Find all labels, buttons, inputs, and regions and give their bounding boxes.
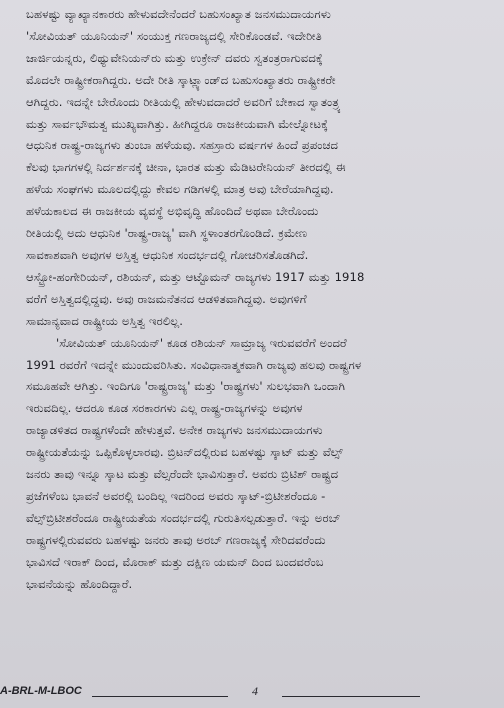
text-line: ರಾಷ್ಟ್ರಗಳಲ್ಲಿರುವವರು ಬಹಳಷ್ಟು ಜನರು ತಾವು ಅರಬ್ ಗಣರಾಜ್ಯಕ್ಕೆ ಸೇರಿದವರೆಂದು — [26, 532, 326, 547]
text-line: ಬಹಳಷ್ಟು ವ್ಯಾಖ್ಯಾನಕಾರರು ಹೇಳುವದೇನೆಂದರೆ ಬಹುಸಂಖ್ಯಾತ ಜನಸಮುದಾಯಗಳು — [26, 7, 331, 21]
text-line: ಭಾವಿಸದೆ ಇರಾಕ್ ದಿಂದ, ಮೊರಾಕ್ ಮತ್ತು ದಕ್ಷಿಣ ಯಮನ್ ದಿಂದ ಬಂದವರೆಂಬ — [26, 554, 324, 569]
text-line: ಆಧುನಿಕ ರಾಷ್ಟ್ರ-ರಾಜ್ಯಗಳು ತುಂಬಾ ಹಳೆಯವು. ಸಹಸ್ರಾರು ವರ್ಷಗಳ ಹಿಂದೆ ಪ್ರಪಂಚದ — [26, 138, 339, 153]
text-line: 'ಸೋವಿಯತ್ ಯೂನಿಯನ್' ಕೂಡ ರಶಿಯನ್ ಸಾಮ್ರಾಜ್ಯ ಇರುವವರೆಗೆ ಅಂದರೆ — [56, 335, 347, 350]
text-line: ಮೊದಲೇ ರಾಷ್ಟ್ರೀಕರಾಗಿದ್ದರು. ಅದೇ ರೀತಿ ಸ್ಕಾಟ್ಲ್ಯಾಂಡ್‌ದ ಬಹುಸಂಖ್ಯಾತರು ರಾಷ್ಟ್ರೀಕರೇ — [26, 72, 336, 87]
footer-rule-right — [282, 696, 420, 697]
text-line: ಭಾವನೆಯನ್ನು ಹೊಂದಿದ್ದಾರೆ. — [26, 576, 133, 591]
text-line: ಜನರು ತಾವು ಇನ್ನೂ ಸ್ಕಾಟ ಮತ್ತು ವೆಲ್ಸರೆಂದೇ ಭಾವಿಸುತ್ತಾರೆ. ಅವರು ಬ್ರಿಟಿಶ್ ರಾಷ್ಟ್ರದ — [26, 467, 339, 482]
footer-rule-left — [92, 696, 228, 697]
text-line: ಆಗಿದ್ದರು. ಇದನ್ನೇ ಬೇರೊಂದು ರೀತಿಯಲ್ಲಿ ಹೇಳುವದಾದರೆ ಅವರಿಗೆ ಬೇಕಾದ ಸ್ವಾತಂತ್ರ್ಯ — [26, 94, 341, 109]
text-line: ಇರುವದಿಲ್ಲ. ಆದರೂ ಕೂಡ ಸರಕಾರಗಳು ಎಲ್ಲ ರಾಷ್ಟ್ರ-ರಾಜ್ಯಗಳನ್ನು ಅವುಗಳ — [26, 401, 303, 416]
body-text — [26, 4, 496, 595]
text-line: 1991 ರವರೆಗೆ ಇದನ್ನೇ ಮುಂದುವರಿಸಿತು. ಸಂವಿಧಾನಾತ್ಮಕವಾಗಿ ರಾಜ್ಯವು ಹಲವು ರಾಷ್ಟ್ರಗಳ — [26, 357, 362, 372]
text-line: ಸಮೂಹವೇ ಆಗಿತ್ತು. ಇಂದಿಗೂ 'ರಾಷ್ಟ್ರರಾಜ್ಯ' ಮತ್ತು 'ರಾಷ್ಟ್ರಗಳು' ಸುಲಭವಾಗಿ ಒಂದಾಗಿ — [26, 379, 346, 394]
footer-code: A-BRL-M-LBOC — [0, 685, 82, 697]
text-line: ಪ್ರಜೆಗಳೆಂಬ ಭಾವನೆ ಅವರಲ್ಲಿ ಬಂದಿಲ್ಲ ಇದರಿಂದ ಅವರು ಸ್ಕಾಟ್-ಬ್ರಿಟೀಶರೆಂದೂ - — [26, 488, 326, 503]
text-line: ರೀತಿಯಲ್ಲಿ ಅದು ಆಧುನಿಕ 'ರಾಷ್ಟ್ರ-ರಾಜ್ಯ' ವಾಗಿ ಸ್ಥಳಾಂತರಗೊಂಡಿದೆ. ಕ್ರಮೇಣ — [26, 226, 308, 241]
text-line: ಸಾವಕಾಶವಾಗಿ ಅವುಗಳ ಅಸ್ತಿತ್ವ ಆಧುನಿಕ ಸಂದರ್ಭದಲ್ಲಿ ಗೋಚರಿಸತೊಡಗಿದೆ. — [26, 247, 309, 262]
text-line: ಜಾರ್ಜಿಯನ್ನರು, ಲಿಥ್ಯುವೇನಿಯನ್‌ರು ಮತ್ತು ಉಕ್ರೇನ್ ದವರು ಸ್ವತಂತ್ರರಾಗುವದಕ್ಕೆ — [26, 50, 323, 65]
text-line: ವೆಲ್ಸ್‌ಬ್ರಿಟೀಶರೆಂದೂ ರಾಷ್ಟ್ರೀಯತೆಯ ಸಂದರ್ಭದಲ್ಲಿ ಗುರುತಿಸಲ್ಪಡುತ್ತಾರೆ. ಇನ್ನು ಅರಬ್ — [26, 510, 341, 525]
text-line: ರಾಜ್ಯಾಡಳಿತದ ರಾಷ್ಟ್ರಗಳೆಂದೇ ಹೇಳುತ್ತವೆ. ಅನೇಕ ರಾಜ್ಯಗಳು ಜನಸಮುದಾಯಗಳು — [26, 423, 323, 438]
text-line: ರಾಷ್ಟ್ರೀಯತೆಯನ್ನು ಒಪ್ಪಿಕೊಳ್ಳಲಾರವು. ಬ್ರಿಟನ್‌ದಲ್ಲಿರುವ ಬಹಳಷ್ಟು ಸ್ಕಾಟ್ ಮತ್ತು ವೆಲ್ಸ್ — [26, 445, 343, 460]
text-line: ಹಳೆಯ ಸಂಘಗಳು ಮೂಲದಲ್ಲಿದ್ದು ಕೇವಲ ಗಡಿಗಳಲ್ಲಿ ಮಾತ್ರ ಅವು ಬೇರೆಯಾಗಿದ್ದವು. — [26, 182, 334, 197]
paragraph — [26, 333, 496, 596]
text-line: ಹಳೆಯಕಾಲದ ಈ ರಾಜಕೀಯ ವ್ಯವಸ್ಥೆ ಅಭಿವೃದ್ಧಿ ಹೊಂದಿದೆ ಅಥವಾ ಬೇರೊಂದು — [26, 204, 319, 219]
text-line: ಕೆಲವು ಭಾಗಗಳಲ್ಲಿ ನಿರ್ದರ್ಶನಕ್ಕೆ ಚೀನಾ, ಭಾರತ ಮತ್ತು ಮೆಡಿಟರೇನಿಯನ್ ತೀರದಲ್ಲಿ ಈ — [26, 160, 346, 175]
page-footer — [0, 683, 504, 703]
text-line: ಮತ್ತು ಸಾರ್ವಭೌಮತ್ವ ಮುಖ್ಯವಾಗಿತ್ತು. ಹೀಗಿದ್ದರೂ ರಾಜಕೀಯವಾಗಿ ಮೇಲ್ನೋಟಕ್ಕೆ — [26, 116, 329, 131]
text-line: 'ಸೋವಿಯತ್ ಯೂನಿಯನ್' ಸಂಯುಕ್ತ ಗಣರಾಜ್ಯದಲ್ಲಿ ಸೇರಿಕೊಂಡವೆ. ಇದೇರೀತಿ — [26, 28, 322, 43]
text-line: ಸಾಮಾನ್ಯವಾದ ರಾಷ್ಟ್ರೀಯ ಅಸ್ತಿತ್ವ ಇರಲಿಲ್ಲ. — [26, 313, 184, 328]
text-line: ಆಸ್ಟ್ರೋ-ಹಂಗೇರಿಯನ್, ರಶಿಯನ್, ಮತ್ತು ಆಟ್ಟೊಮನ್ ರಾಜ್ಯಗಳು 1917 ಮತ್ತು 1918 — [26, 269, 365, 284]
text-line: ವರೆಗೆ ಅಸ್ತಿತ್ವದಲ್ಲಿದ್ದವು. ಅವು ರಾಜಮನೆತನದ ಆಡಳಿತವಾಗಿದ್ದವು. ಅವುಗಳಿಗೆ — [26, 291, 307, 306]
page-number: 4 — [252, 684, 258, 698]
paragraph — [26, 4, 496, 333]
